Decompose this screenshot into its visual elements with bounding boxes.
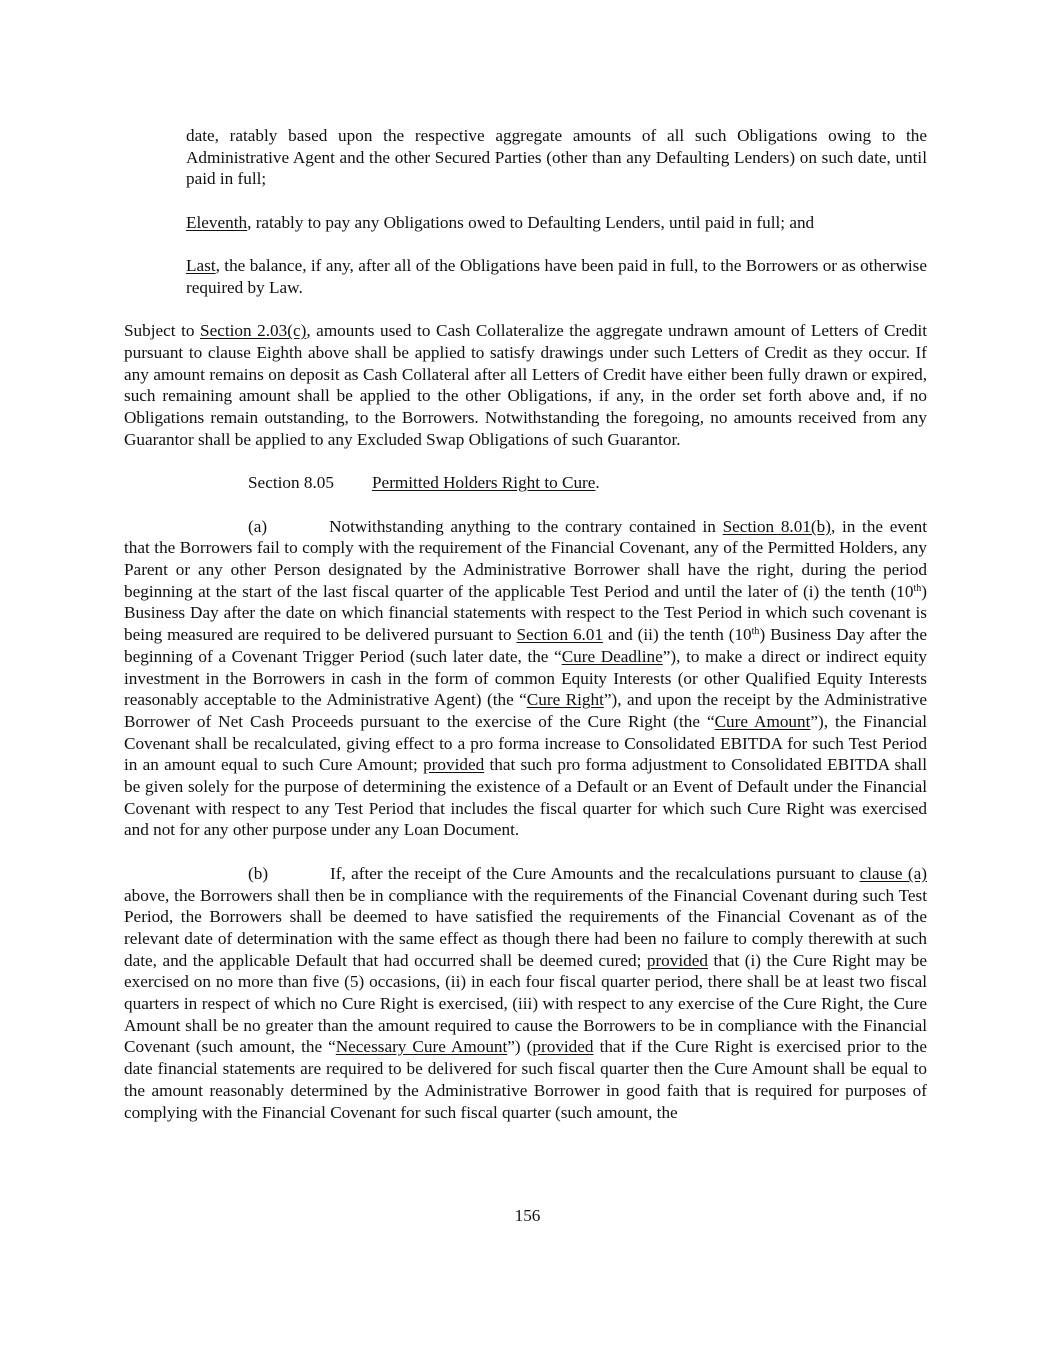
defined-term: Cure Amount [714,711,811,731]
section-reference: Section 8.01(b) [722,516,831,536]
last-paragraph [186,255,927,298]
paragraph-a [124,516,927,842]
paragraph-b-label: (b) [248,863,269,883]
page-number: 156 [514,1206,541,1225]
eleventh-label: Eleventh [186,212,248,232]
text-run: above, the Borrowers shall then be in compliance with the requirements of the Financial Covenant during such Test Period, the Borrowers shall be deemed to have satisfied the requirements of the Financial Covenant as of the relevant date of determination with the same effect as though there had been no failure to comply therewith at such date, and the applicable Default that had occurred shall be deemed cured; [124,885,927,970]
section-title-period: . [595,473,600,493]
continuation-paragraph: date, ratably based upon the respective aggregate amounts of all such Obligations owing to the Administrative Agent and the other Secured Parties (other than any Defaulting Lenders) on such date, until paid in full; [186,126,927,189]
eleventh-text: , ratably to pay any Obligations owed to Defaulting Lenders, until paid in full; and [247,212,815,232]
last-text: , the balance, if any, after all of the Obligations have been paid in full, to the Borrowers or as otherwise required by Law. [186,256,927,297]
text-run: ) Business Day after the date on which financial statements with respect to the Test Period in which such covenant is being measured are required to be delivered pursuant to [124,581,927,645]
text-run: Subject to [124,321,201,341]
defined-term: Necessary Cure Amount [335,1037,508,1057]
text-run: that if the Cure Right is exercised prior to the date financial statements are required to be delivered for such fiscal quarter then the Cure Amount shall be equal to the amount reasonably determined by the Administrative Borrower in good faith that is required for purposes of complying with the Financial Covenant for such fiscal quarter (such amount, the [124,1037,927,1122]
defined-term: provided [532,1037,594,1057]
section-number: Section 8.05 [248,473,334,493]
defined-term: provided [423,755,485,775]
paragraph-a-label: (a) [248,516,268,536]
text-run: Notwithstanding anything to the contrary contained in [329,516,723,536]
text-run: ”), the Financial Covenant shall be recalculated, giving effect to a pro forma increase to Consolidated EBITDA for such Test Period in an amount equal to such Cure Amount; [124,711,927,775]
section-reference: Section 2.03(c) [200,321,307,341]
document-page [124,125,927,1123]
subject-paragraph [124,320,927,450]
text-run: If, after the receipt of the Cure Amounts and the recalculations pursuant to [330,863,860,883]
defined-term: Cure Right [526,690,604,710]
superscript: th [751,626,760,638]
clause-reference: clause (a) [859,863,927,883]
paragraph-b [124,863,927,1123]
text-run: and (ii) the tenth (10 [603,625,752,645]
text-run: that such pro forma adjustment to Consolidated EBITDA shall be given solely for the purpose of determining the existence of a Default or an Event of Default under the Financial Covenant with respect to any Test Period that includes the fiscal quarter for which such Cure Right was exercised and not for any other purpose under any Loan Document. [124,755,927,840]
text-run: , in the event that the Borrowers fail to comply with the requirement of the Financial Covenant, any of the Permitted Holders, any Parent or any other Person designated by the Administrative Borrower shall have the right, during the period beginning at the start of the last fiscal quarter of the applicable Test Period and until the later of (i) the tenth (10 [124,516,927,601]
section-reference: Section 6.01 [516,625,604,645]
text-run: ”), and upon the receipt by the Administrative Borrower of Net Cash Proceeds pursuant to the exercise of the Cure Right (the “ [124,690,927,731]
text-run: ”) ( [507,1037,533,1057]
section-heading [248,472,927,494]
text-run: , amounts used to Cash Collateralize the aggregate undrawn amount of Letters of Credit pursuant to clause Eighth above shall be applied to satisfy drawings under such Letters of Credit as they occur. If any amount remains on deposit as Cash Collateral after all Letters of Credit have either been fully drawn or expired, such remaining amount shall be applied to the other Obligations, if any, in the order set forth above and, if no Obligations remain outstanding, to the Borrowers. Notwithstanding the foregoing, no amounts received from any Guarantor shall be applied to any Excluded Swap Obligations of such Guarantor. [124,321,927,449]
text-run: ”), to make a direct or indirect equity investment in the Borrowers in cash in the form of common Equity Interests (or other Qualified Equity Interests reasonably acceptable to the Administrative Agent) (the “ [124,646,927,710]
defined-term: provided [646,950,708,970]
last-label: Last [186,256,216,276]
text-run: ) Business Day after the beginning of a Covenant Trigger Period (such later date, the “ [124,625,928,666]
section-title: Permitted Holders Right to Cure [372,473,596,493]
defined-term: Cure Deadline [561,646,663,666]
eleventh-paragraph [186,212,927,234]
text-run: that (i) the Cure Right may be exercised on no more than five (5) occasions, (ii) in each four fiscal quarter period, there shall be at least two fiscal quarters in respect of which no Cure Right is exercised, (iii) with respect to any exercise of the Cure Right, the Cure Amount shall be no greater than the amount required to cause the Borrowers to be in compliance with the Financial Covenant (such amount, the “ [124,950,927,1057]
superscript: th [913,582,922,594]
